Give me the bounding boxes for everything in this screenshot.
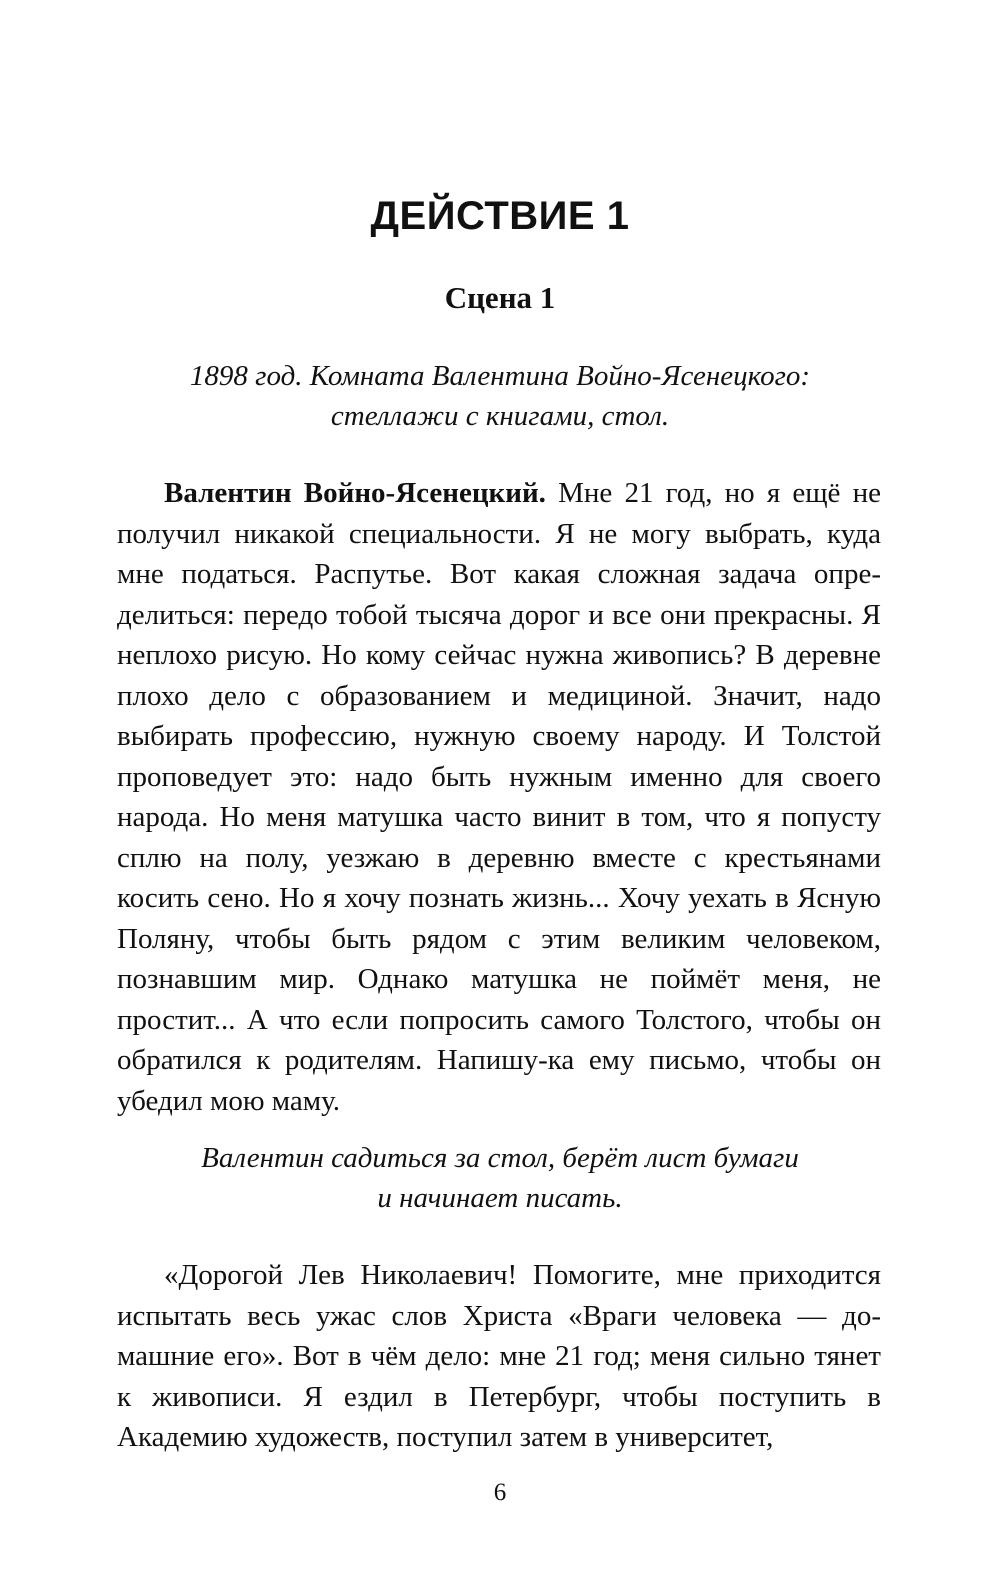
stage-direction-setting [120,356,880,436]
page-number: 6 [493,1479,507,1506]
stage-direction-action [120,1138,880,1218]
stage-direction-setting-line-1: 1898 год. Комната Валентина Войно-Ясенецкого: [189,360,811,392]
monologue-text: Мне 21 год, но я ещё не получил никакой специальности. Я не могу выбрать, куда мне податься. Распутье. Вот какая сложная задача определиться: передо тобой тысяча дорог и все они прекрасны. Я неплохо рисую. Но кому сейчас нужна живопись? В деревне плохо дело с образованием и медициной. Значит, надо выбирать профессию, нужную своему народу. И Толстой проповедует это: надо быть нужным именно для своего народа. Но меня матушка часто винит в том, что я попусту сплю на полу, уезжаю в деревню вместе с крестьянами косить сено. Но я хочу познать жизнь... Хочу уехать в Ясную Поляну, чтобы быть рядом с этим великим человеком, познавшим мир. Однако матушка не поймёт меня, не простит... А что если попросить самого Толстого, чтобы он обратился к родителям. Напишу-ка ему письмо, чтобы он убедил мою маму. [117,477,881,1117]
scene-title: Сцена 1 [444,280,556,315]
speaker-name: Валентин Войно-Ясенецкий. [164,477,546,509]
stage-direction-setting-line-2: стеллажи с книгами, стол. [330,400,670,432]
stage-direction-action-line-1: Валентин садиться за стол, берёт лист бумаги [201,1142,799,1174]
stage-direction-action-line-2: и начинает писать. [377,1182,623,1214]
monologue-paragraph [117,473,881,1121]
act-title: ДЕЙСТВИЕ 1 [370,194,630,238]
letter-paragraph: «Дорогой Лев Николаевич! Помогите, мне приходится испытать весь ужас слов Христа «Враги человека — домашние его». Вот в чём дело: мне 21 год; меня сильно тянет к живописи. Я ездил в Петербург, чтобы поступить в Академию художеств, поступил затем в университет, [117,1259,881,1453]
